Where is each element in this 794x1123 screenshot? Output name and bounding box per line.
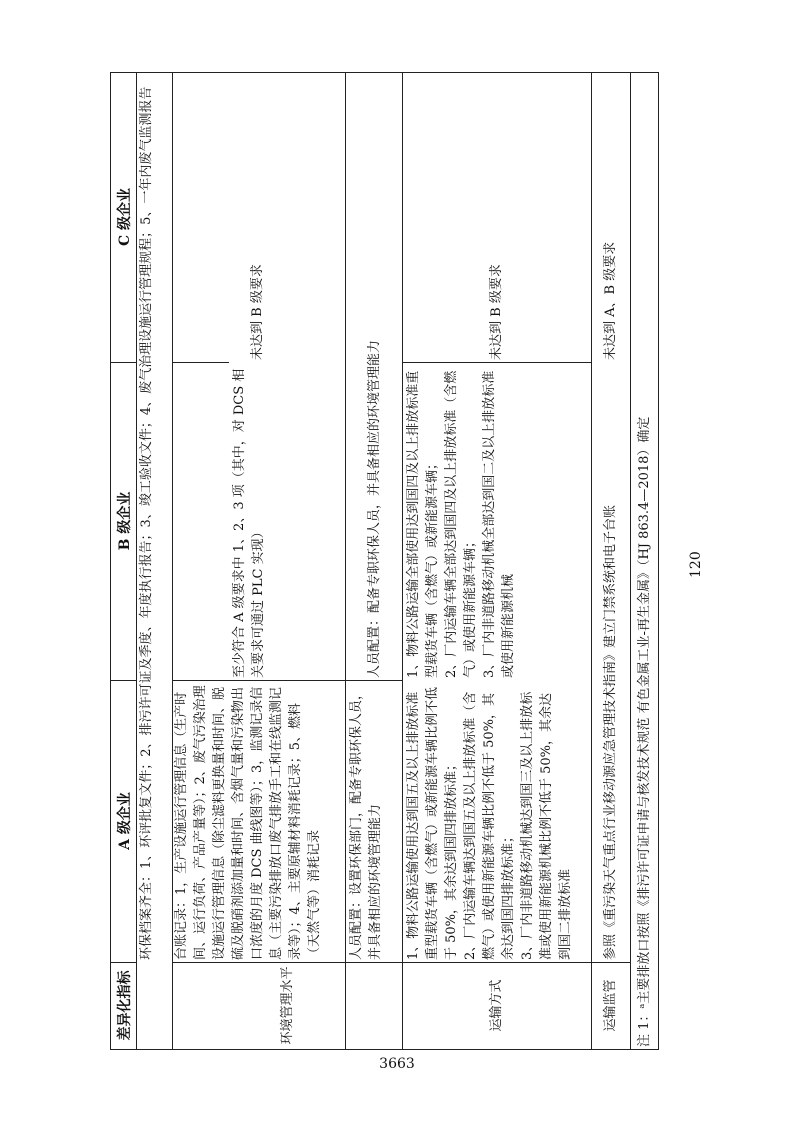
page-number-side: 120 <box>688 551 704 578</box>
personnel-grade-bc: 人员配置：配备专职环保人员，并具备相应的环境管理能力 <box>367 339 382 678</box>
header-grade-a: A 级企业 <box>117 792 133 850</box>
transport-monitoring-grade-ab: 参照《重污染天气重点行业移动源应急管理技术指南》建立门禁系统和电子台账 <box>603 504 618 960</box>
ledger-grade-a: 台账记录：1，生产设施运行管理信息（生产时间、运行负荷、产品产量等）；2、废气污染治理设施运行管理信息（除尘滤料更换量和时间、脱硫及脱硝剂添加量和时间、含烟气量和污染物出口浓度的月度 DCS 曲线图等）；3，监测记录信息（主要污染排放口废气排放手工和在线监测记录等）；4、主要原辅材料消耗记录；5、燃料（天然气等）消耗记录 <box>174 685 322 960</box>
header-grade-b: B 级企业 <box>117 491 133 551</box>
documents-cell: 环保档案齐全：1、环评批复文件；2、排污许可证及季度、年度执行报告；3、竣工验收文件；4、废气治理设施运行管理规程；5、一年内废气监测报告 <box>139 86 154 960</box>
transport-grade-b: 1、物料公路运输全部使用达到国四及以上排放标准重型载货车辆（含燃气）或新能源车辆； 2、厂内运输车辆全部达到国四及以上排放标准（含燃气）或使用新能源车辆； 3、厂内非道路移动机械全部达到国二及以上排放标准或使用新能源机械 <box>406 370 516 678</box>
header-indicator: 差异化指标 <box>117 970 133 1041</box>
personnel-grade-a: 人员配置：设置环保部门，配备专职环保人员，并具备相应的环境管理能力 <box>349 686 383 960</box>
indicator-transport: 运输方式 <box>489 979 504 1032</box>
transport-grade-a: 1、物料公路运输使用达到国五及以上排放标准重型载货车辆（含燃气）或新能源车辆比例不低于 50%，其余达到国四排放标准； 2、厂内运输车辆达到国五及以上排放标准（含燃气）或使用新能源车辆比例不低于 50%，其余达到国四排放标准； 3、厂内非道路移动机械达到国三及以上排放标准或使用新能源机械比例不低于 50%，其余达到国二排放标准 <box>406 686 573 960</box>
ledger-grade-b: 至少符合 A 级要求中 1、2、3 项（其中，对 DCS 相关要求可通过 PLC 实现） <box>232 368 266 678</box>
indicator-transport-monitoring: 运输监管 <box>603 979 618 1032</box>
ledger-grade-c: 未达到 B 级要求 <box>250 264 265 360</box>
footnote: 注 1：ᵃ主要排放口按照《排污许可证申请与核发技术规范 有色金属工业-再生金属》（HJ 863.4—2018）确定 <box>637 416 652 1047</box>
indicator-env-management: 环境管理水平 <box>280 966 295 1045</box>
transport-grade-c: 未达到 B 级要求 <box>489 264 504 360</box>
page-number-bottom: 3663 <box>379 1056 415 1072</box>
transport-monitoring-grade-c: 未达到 A、B 级要求 <box>603 241 618 360</box>
header-grade-c: C 级企业 <box>117 187 133 247</box>
